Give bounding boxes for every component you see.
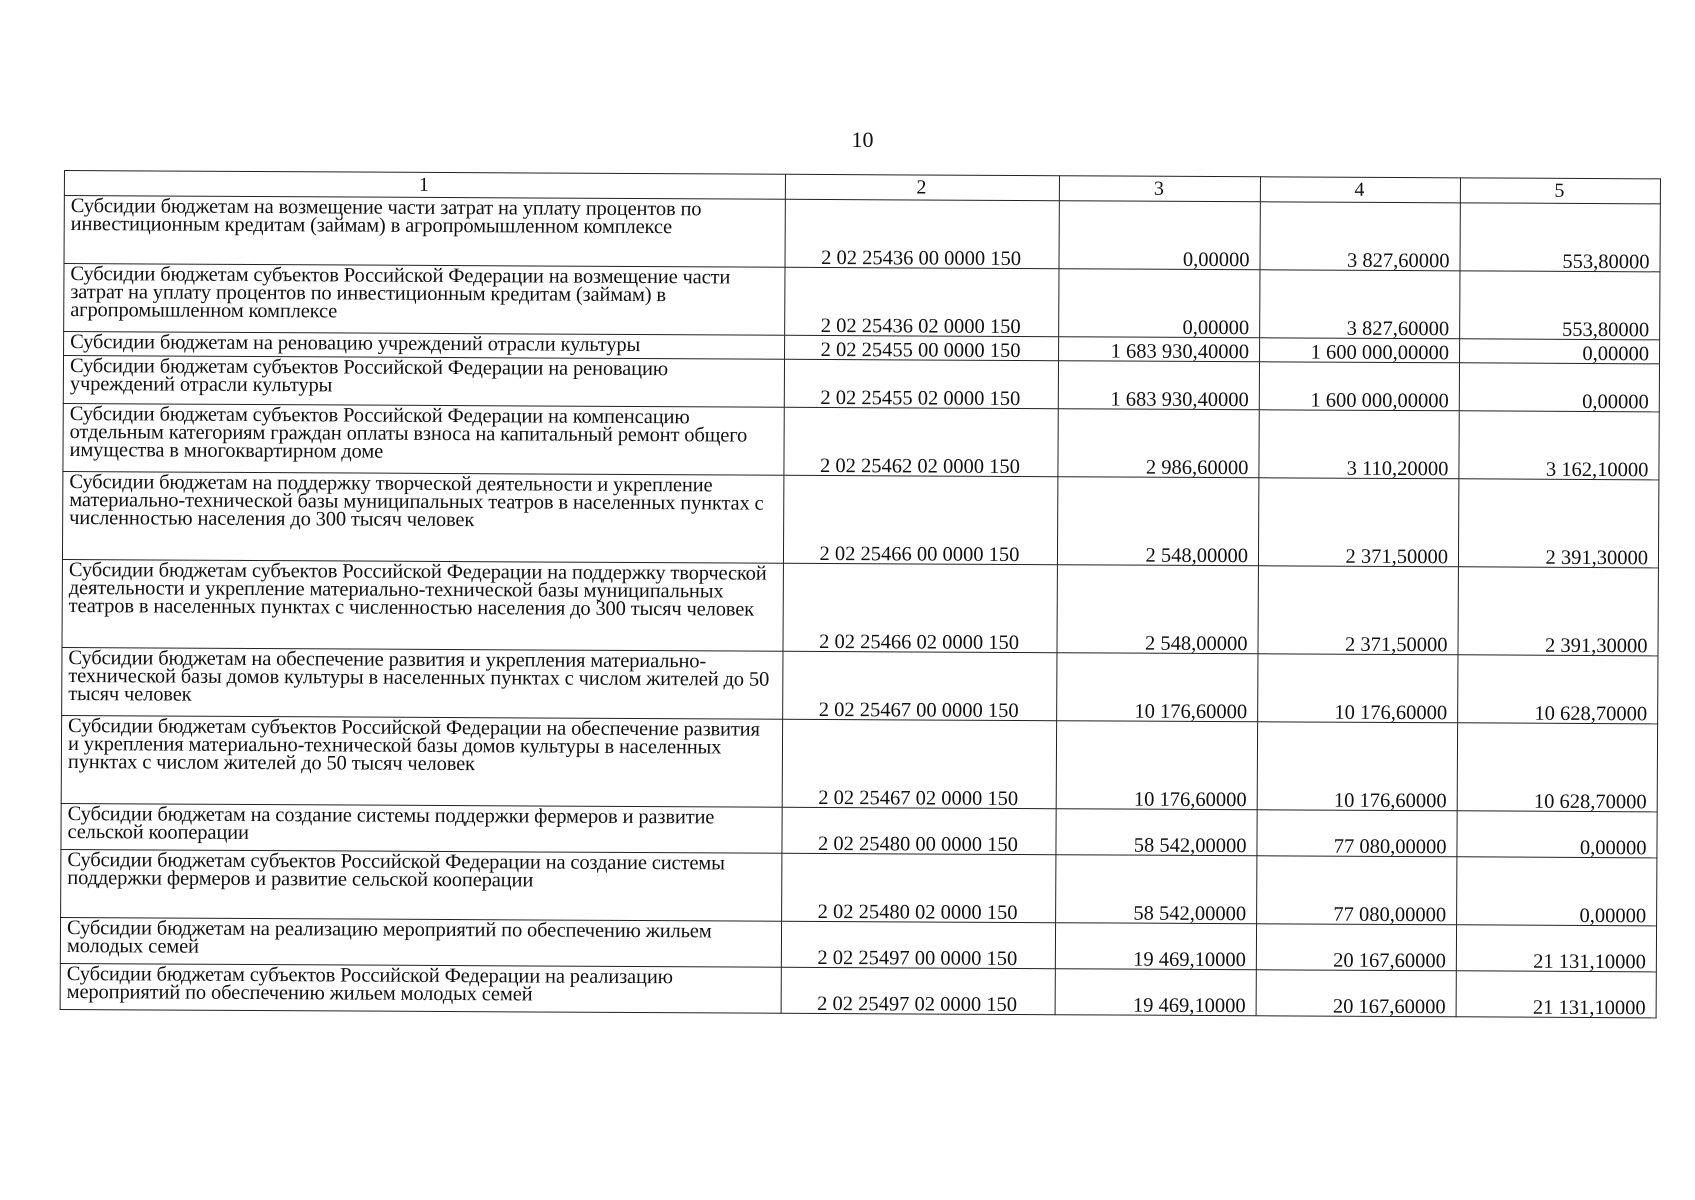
row-value-col4: 3 110,20000 (1259, 410, 1459, 479)
row-value-col4: 10 176,60000 (1258, 654, 1458, 723)
row-code: 2 02 25497 02 0000 150 (781, 967, 1055, 1014)
row-value-col4: 10 176,60000 (1257, 722, 1457, 811)
row-value-col5: 0,00000 (1457, 857, 1657, 926)
row-value-col4: 1 600 000,00000 (1260, 338, 1460, 363)
row-value-col5: 10 628,70000 (1458, 655, 1658, 724)
table-row (61, 715, 1657, 811)
row-code: 2 02 25466 02 0000 150 (783, 563, 1057, 652)
row-value-col3: 58 542,00000 (1056, 809, 1257, 856)
header-col-4: 4 (1260, 177, 1460, 203)
row-value-col5: 21 131,10000 (1456, 925, 1656, 972)
row-value-col3: 58 542,00000 (1056, 855, 1257, 924)
row-code: 2 02 25455 02 0000 150 (784, 359, 1058, 408)
row-value-col5: 0,00000 (1460, 339, 1660, 364)
row-value-col3: 1 683 930,40000 (1059, 337, 1260, 362)
row-value-col4: 3 827,60000 (1260, 202, 1460, 271)
table-row (63, 403, 1659, 479)
header-col-2: 2 (785, 174, 1059, 200)
row-description: Субсидии бюджетам субъектов Российской Федерации на реновацию учреждений отрасли культуры (63, 356, 784, 408)
row-value-col4: 1 600 000,00000 (1259, 362, 1459, 411)
row-description: Субсидии бюджетам на обеспечение развития и укрепления материально-технической базы домов культуры в населенных пунктах с числом жителей до 50 тысяч человек (62, 647, 783, 719)
row-value-col5: 553,80000 (1460, 203, 1660, 272)
table-row (62, 647, 1658, 723)
row-description: Субсидии бюджетам на реновацию учреждений отрасли культуры (64, 332, 785, 360)
row-code: 2 02 25436 00 0000 150 (785, 199, 1059, 268)
row-code: 2 02 25436 02 0000 150 (785, 267, 1059, 336)
budget-table (60, 170, 1661, 1018)
row-value-col5: 2 391,30000 (1458, 479, 1658, 568)
row-description: Субсидии бюджетам субъектов Российской Федерации на реализацию мероприятий по обеспечению жильем молодых семей (60, 963, 781, 1013)
row-value-col4: 77 080,00000 (1257, 856, 1457, 925)
row-value-col3: 10 176,60000 (1057, 653, 1258, 722)
page-number: 10 (851, 127, 874, 152)
table-row (61, 849, 1657, 925)
row-code: 2 02 25480 02 0000 150 (782, 853, 1056, 922)
header-col-3: 3 (1059, 176, 1260, 202)
row-value-col4: 20 167,60000 (1256, 970, 1456, 1017)
row-value-col5: 0,00000 (1459, 363, 1659, 412)
row-code: 2 02 25467 00 0000 150 (783, 651, 1057, 720)
row-code: 2 02 25467 02 0000 150 (782, 719, 1056, 808)
row-description: Субсидии бюджетам на создание системы поддержки фермеров и развитие сельской кооперации (61, 803, 782, 853)
row-value-col5: 3 162,10000 (1459, 411, 1659, 480)
row-description: Субсидии бюджетам на реализацию мероприятий по обеспечению жильем молодых семей (60, 917, 781, 967)
row-description: Субсидии бюджетам субъектов Российской Федерации на компенсацию отдельным категориям граждан оплаты взноса на капитальный ремонт общего имущества в многоквартирном доме (63, 403, 784, 475)
row-value-col3: 19 469,10000 (1055, 923, 1256, 970)
table-row (62, 559, 1658, 655)
row-value-col5: 21 131,10000 (1456, 971, 1656, 1018)
table-row (62, 471, 1658, 567)
row-value-col5: 2 391,30000 (1458, 567, 1658, 656)
row-value-col3: 2 548,00000 (1057, 565, 1258, 654)
row-value-col3: 2 548,00000 (1057, 477, 1258, 566)
row-value-col3: 1 683 930,40000 (1058, 361, 1259, 410)
row-code: 2 02 25480 00 0000 150 (782, 807, 1056, 854)
row-value-col5: 0,00000 (1457, 811, 1657, 858)
row-description: Субсидии бюджетам субъектов Российской Федерации на поддержку творческой деятельности и укрепление материально-технической базы муниципальных театров в населенных пунктах с численностью населения до 300 тысяч человек (62, 559, 783, 651)
row-value-col4: 2 371,50000 (1258, 566, 1458, 655)
table-row (64, 264, 1660, 340)
header-col-1: 1 (64, 171, 785, 200)
row-value-col3: 19 469,10000 (1055, 969, 1256, 1016)
row-value-col5: 10 628,70000 (1457, 723, 1657, 812)
table-row (64, 196, 1660, 272)
row-value-col3: 0,00000 (1059, 201, 1260, 270)
row-value-col3: 2 986,60000 (1058, 409, 1259, 478)
row-value-col3: 0,00000 (1059, 269, 1260, 338)
row-code: 2 02 25497 00 0000 150 (781, 921, 1055, 968)
row-value-col4: 20 167,60000 (1256, 924, 1456, 971)
row-value-col4: 3 827,60000 (1260, 270, 1460, 339)
row-description: Субсидии бюджетам субъектов Российской Федерации на обеспечение развития и укрепления материально-технической базы домов культуры в населенных пунктах с числом жителей до 50 тысяч человек (61, 715, 782, 807)
row-description: Субсидии бюджетам субъектов Российской Федерации на возмещение части затрат на уплату процентов по инвестиционным кредитам (займам) в агропромышленном комплексе (64, 264, 785, 336)
row-value-col4: 2 371,50000 (1258, 478, 1458, 567)
row-description: Субсидии бюджетам на поддержку творческой деятельности и укрепление материально-технической базы муниципальных театров в населенных пунктах с численностью населения до 300 тысяч человек (62, 471, 783, 563)
row-value-col4: 77 080,00000 (1257, 810, 1457, 857)
row-value-col3: 10 176,60000 (1056, 721, 1257, 810)
header-col-5: 5 (1460, 178, 1660, 204)
row-code: 2 02 25466 00 0000 150 (783, 475, 1057, 564)
row-description: Субсидии бюджетам субъектов Российской Федерации на создание системы поддержки фермеров и развитие сельской кооперации (61, 849, 782, 921)
row-value-col5: 553,80000 (1460, 271, 1660, 340)
row-code: 2 02 25462 02 0000 150 (784, 407, 1058, 476)
row-description: Субсидии бюджетам на возмещение части затрат на уплату процентов по инвестиционным кредитам (займам) в агропромышленном комплексе (64, 196, 785, 268)
row-code: 2 02 25455 00 0000 150 (785, 335, 1059, 360)
